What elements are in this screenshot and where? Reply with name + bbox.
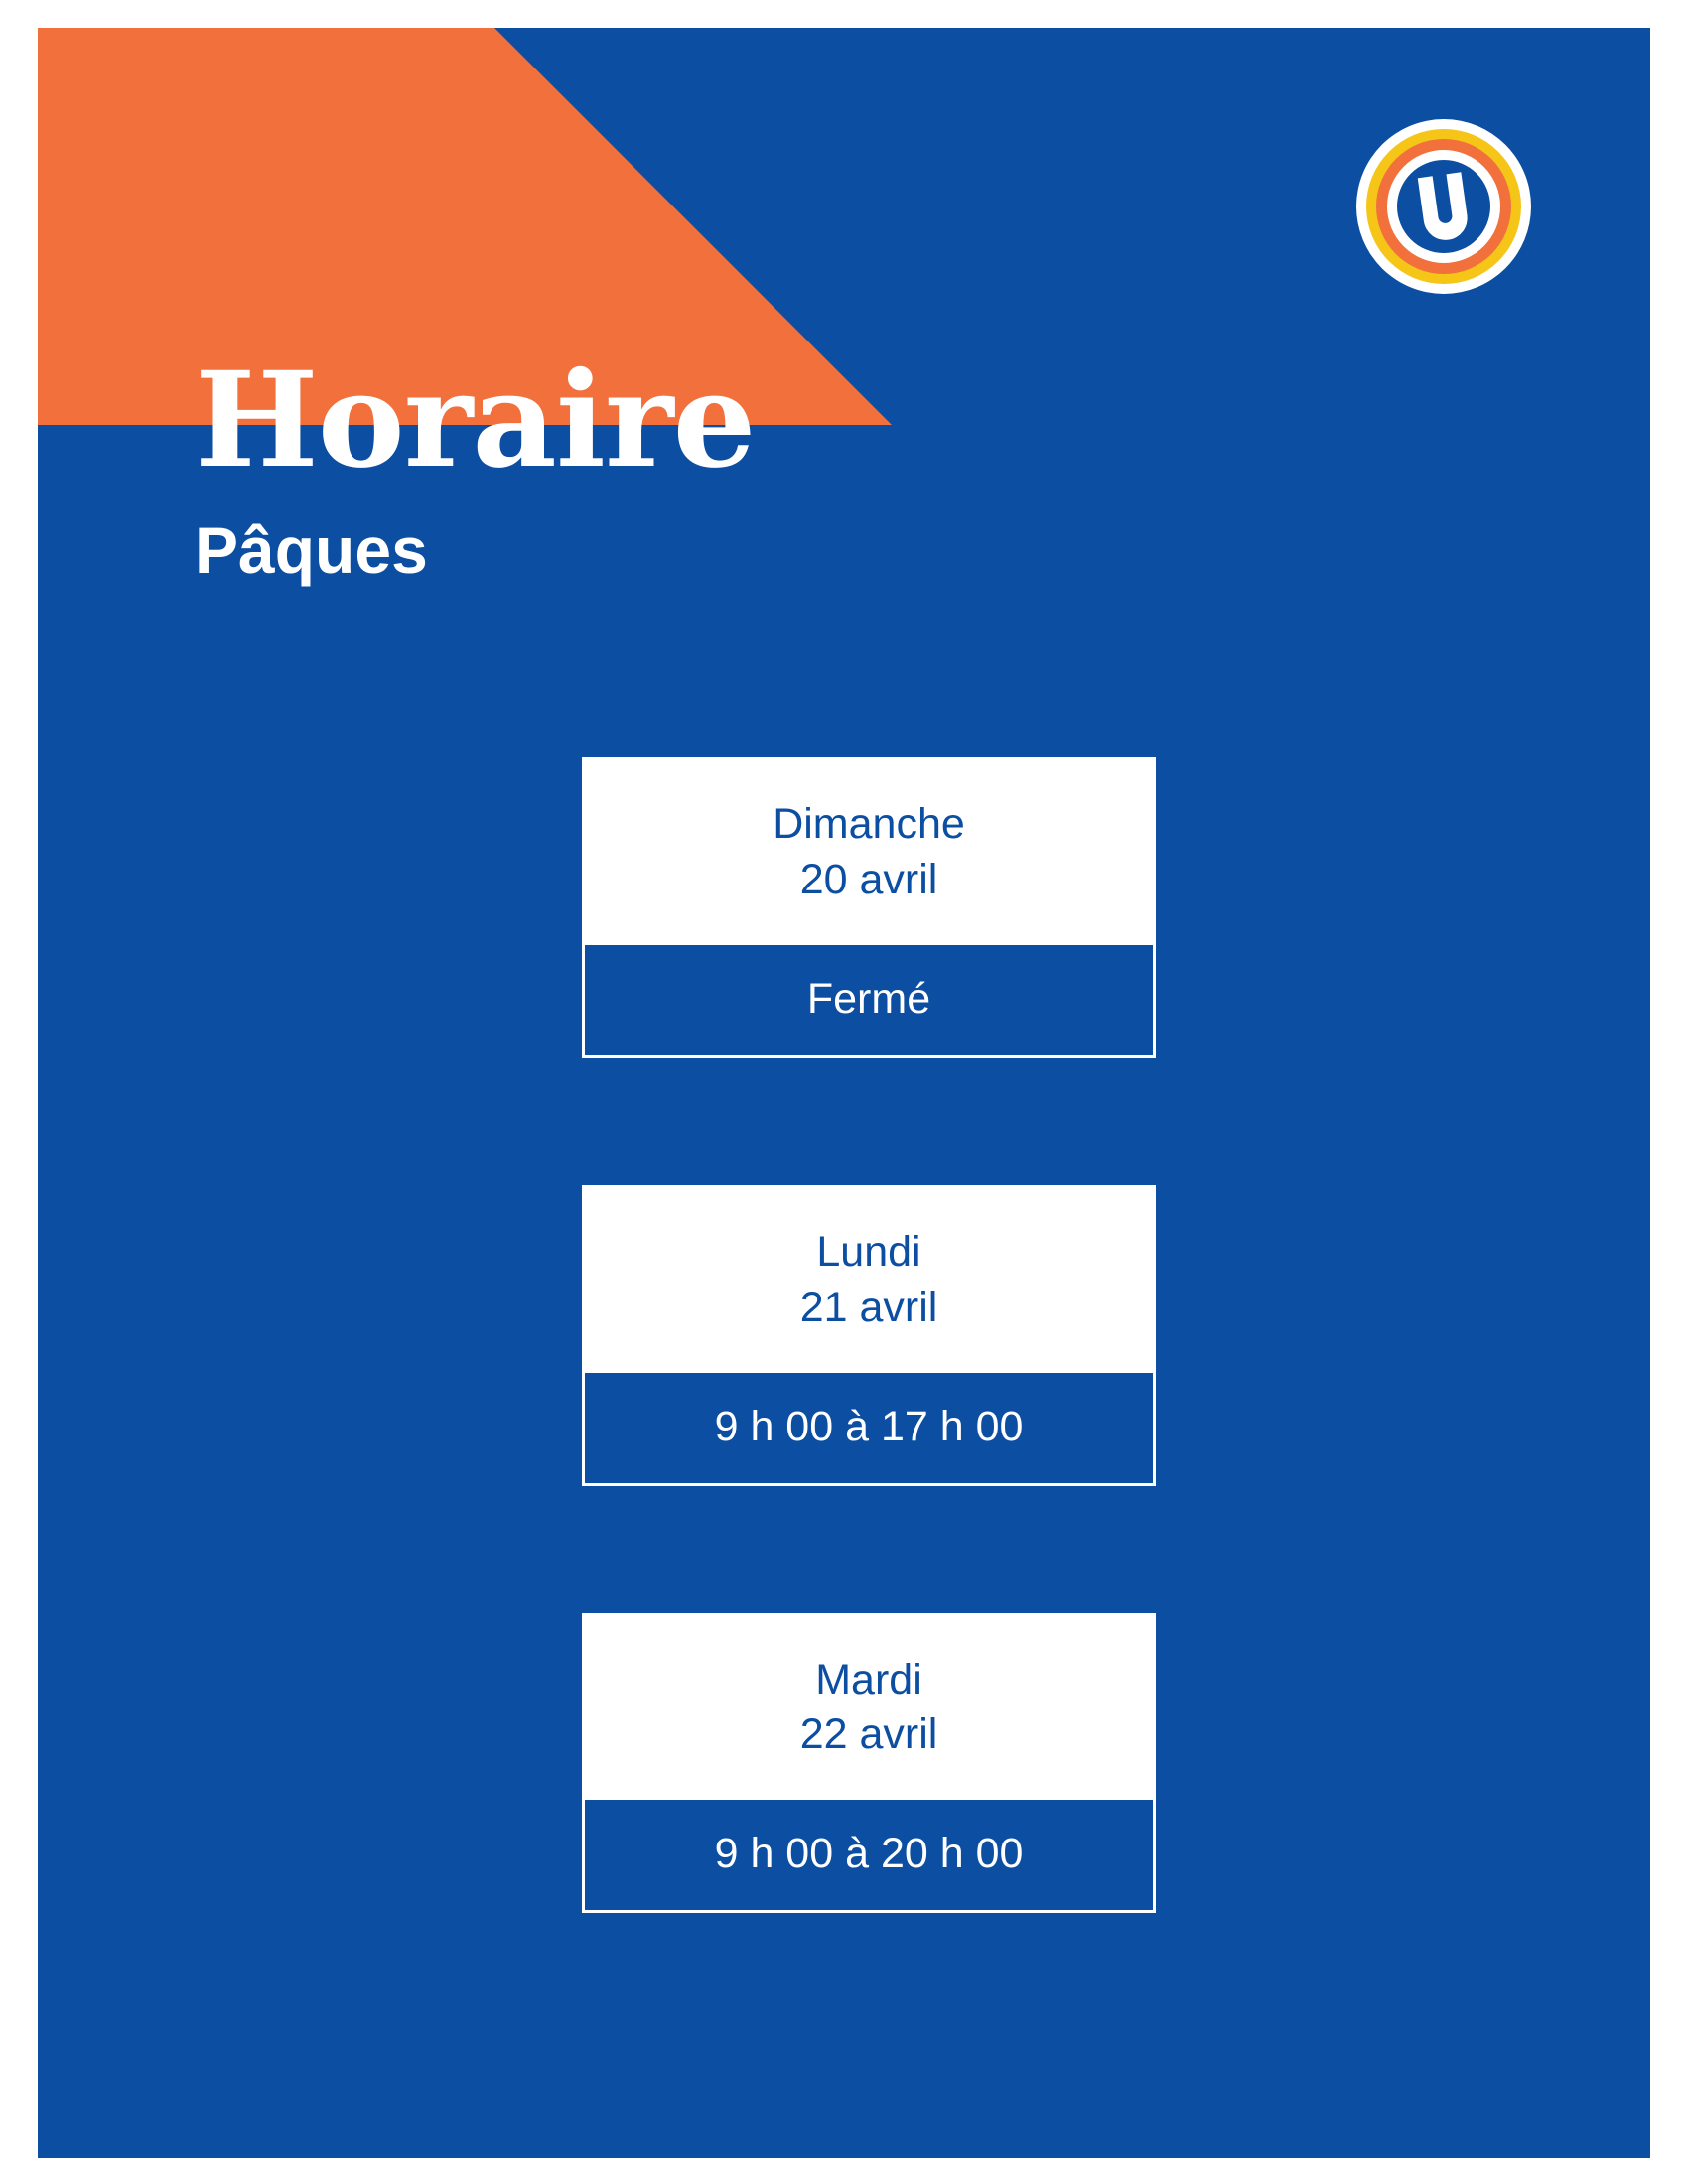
u-logo-icon [1354, 117, 1533, 296]
schedule-card [582, 1613, 1156, 1914]
schedule-card-hours: 9 h 00 à 20 h 00 [582, 1797, 1156, 1913]
schedule-card-hours: Fermé [582, 942, 1156, 1058]
page-title: Horaire [195, 343, 756, 497]
schedule-card-day [582, 1613, 1156, 1798]
page-subtitle: Pâques [195, 513, 428, 587]
schedule-day-date: 20 avril [799, 855, 938, 903]
schedule-day-name: Dimanche [773, 800, 965, 848]
schedule-day-date: 21 avril [799, 1283, 938, 1331]
schedule-card [582, 757, 1156, 1058]
schedule-list [582, 757, 1158, 1913]
schedule-day-date: 22 avril [799, 1710, 938, 1759]
title-block [195, 343, 756, 588]
schedule-day-name: Mardi [815, 1655, 922, 1704]
schedule-poster [38, 28, 1650, 2158]
schedule-day-name: Lundi [816, 1227, 921, 1276]
schedule-card [582, 1185, 1156, 1486]
schedule-card-day [582, 1185, 1156, 1370]
schedule-card-hours: 9 h 00 à 17 h 00 [582, 1370, 1156, 1486]
schedule-card-day [582, 757, 1156, 942]
